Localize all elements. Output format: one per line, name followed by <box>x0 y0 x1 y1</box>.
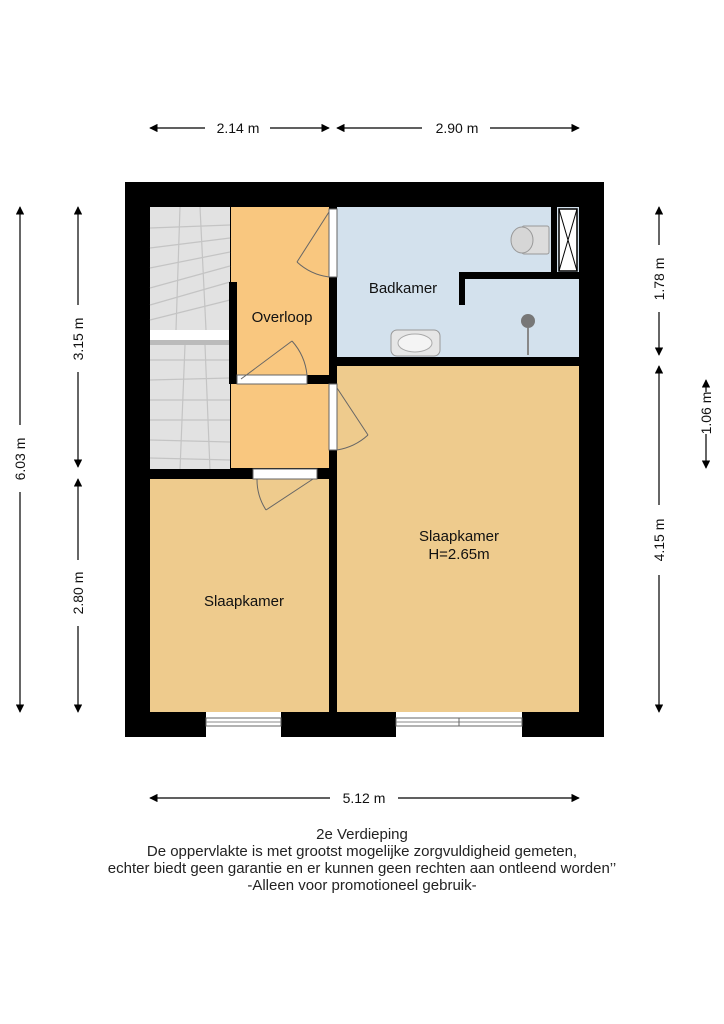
slaapkamer-main-label: Slaapkamer <box>418 528 500 545</box>
dim-left-total: 6.03 m <box>12 437 28 481</box>
overloop-room <box>231 207 330 377</box>
landing-lower <box>231 384 330 468</box>
dim-top-left: 2.14 m <box>216 120 260 136</box>
caption-disclaimer-3: -Alleen voor promotioneel gebruik- <box>247 877 477 894</box>
dim-left-upper: 3.15 m <box>70 317 86 361</box>
dim-right-upper: 1.78 m <box>651 257 667 301</box>
dim-left-lower: 2.80 m <box>70 571 86 615</box>
floor-caption <box>0 826 724 894</box>
slaapkamer-main-height: H=2.65m <box>428 546 490 563</box>
window-main-bedroom <box>396 712 522 737</box>
toilet <box>511 226 549 254</box>
washbasin <box>391 330 440 356</box>
caption-disclaimer-1: De oppervlakte is met grootst mogelijke zorgvuldigheid gemeten, <box>146 843 578 860</box>
overloop-label: Overloop <box>251 309 313 326</box>
staircase <box>150 207 230 470</box>
window-small-bedroom <box>206 712 281 737</box>
badkamer-label: Badkamer <box>368 280 438 297</box>
dim-right-small: 1.06 m <box>698 391 714 435</box>
caption-disclaimer-2: echter biedt geen garantie en er kunnen geen rechten aan ontleend worden’’ <box>107 860 617 877</box>
slaapkamer-small-label: Slaapkamer <box>203 593 285 610</box>
caption-floor-name: 2e Verdieping <box>316 826 408 843</box>
shaft <box>559 209 577 271</box>
dim-bottom-total: 5.12 m <box>342 790 386 806</box>
dim-top-right: 2.90 m <box>435 120 479 136</box>
dim-right-lower: 4.15 m <box>651 518 667 562</box>
